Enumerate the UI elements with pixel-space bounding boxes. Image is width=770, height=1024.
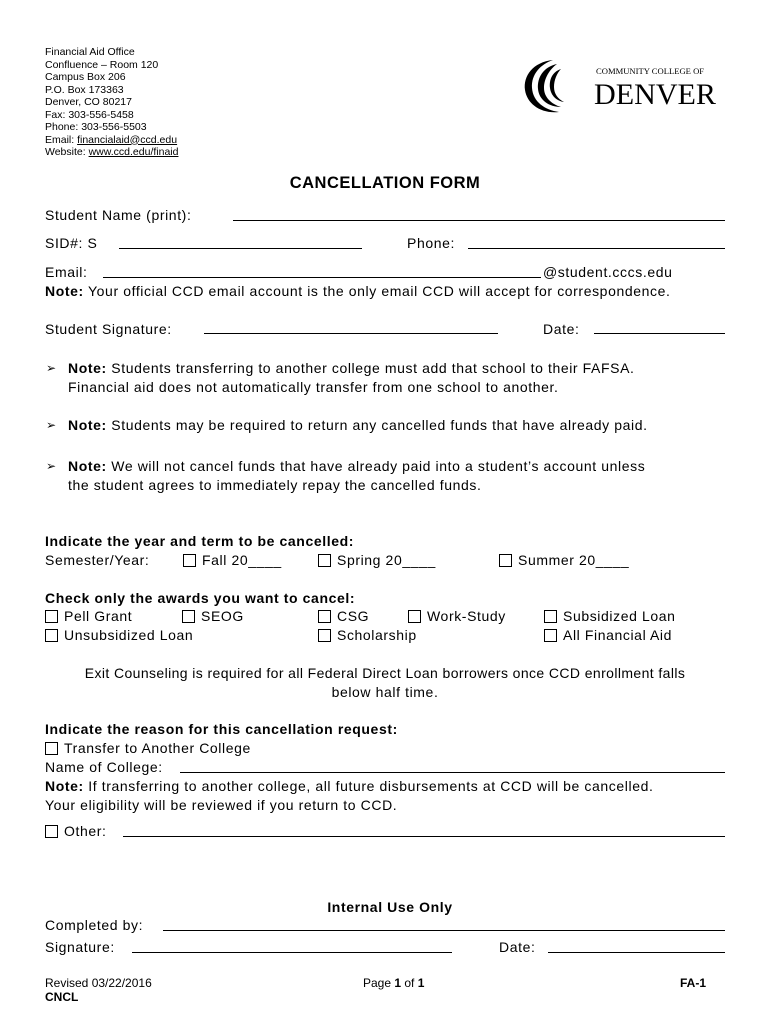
logo-main-text: DENVER	[594, 78, 716, 111]
college-name-field[interactable]	[180, 772, 725, 773]
work-study-checkbox[interactable]	[408, 610, 421, 623]
email-field[interactable]	[103, 277, 541, 278]
internal-signature-label: Signature:	[45, 939, 115, 955]
note-3-line-2: the student agrees to immediately repay the cancelled funds.	[68, 477, 482, 493]
csg-option[interactable]: CSG	[318, 608, 369, 624]
unsubsidized-checkbox[interactable]	[45, 629, 58, 642]
completed-by-label: Completed by:	[45, 917, 144, 933]
csg-checkbox[interactable]	[318, 610, 331, 623]
fall-checkbox[interactable]	[183, 554, 196, 567]
office-name: Financial Aid Office	[45, 46, 135, 58]
ccd-swoosh-icon	[525, 60, 564, 112]
subsidized-checkbox[interactable]	[544, 610, 557, 623]
office-email-link[interactable]: financialaid@ccd.edu	[77, 133, 178, 146]
office-box: Campus Box 206	[45, 71, 126, 83]
email-domain: @student.cccs.edu	[543, 264, 673, 280]
summer-checkbox[interactable]	[499, 554, 512, 567]
all-aid-checkbox[interactable]	[544, 629, 557, 642]
internal-signature-field[interactable]	[132, 952, 452, 953]
office-email-row: Email: financialaid@ccd.edu	[45, 133, 178, 146]
internal-date-field[interactable]	[548, 952, 725, 953]
office-phone: Phone: 303-556-5503	[45, 121, 147, 133]
sid-field[interactable]	[119, 248, 362, 249]
subsidized-option[interactable]: Subsidized Loan	[544, 608, 676, 624]
reason-heading: Indicate the reason for this cancellation request:	[45, 721, 398, 737]
unsubsidized-option[interactable]: Unsubsidized Loan	[45, 627, 193, 643]
office-address	[45, 46, 178, 159]
note-1-line-2: Financial aid does not automatically transfer from one school to another.	[68, 379, 559, 395]
arrow-bullet-icon: ➢	[46, 418, 57, 432]
arrow-bullet-icon: ➢	[46, 361, 57, 375]
email-note: Note: Your official CCD email account is the only email CCD will accept for correspondence.	[45, 283, 671, 299]
student-name-field[interactable]	[233, 220, 725, 221]
student-signature-field[interactable]	[204, 333, 498, 334]
office-fax: Fax: 303-556-5458	[45, 108, 134, 121]
office-website-row: Website: www.ccd.edu/finaid	[45, 146, 179, 158]
spring-option[interactable]: Spring 20____	[318, 552, 436, 568]
office-website-link[interactable]: www.ccd.edu/finaid	[88, 146, 179, 158]
note-1-line-1: Note: Students transferring to another college must add that school to their FAFSA.	[68, 360, 635, 376]
note-3-line-1: Note: We will not cancel funds that have already paid into a student’s account unless	[68, 458, 646, 474]
form-id: FA-1	[680, 976, 707, 990]
logo-top-text: COMMUNITY COLLEGE OF	[596, 66, 705, 76]
scholarship-checkbox[interactable]	[318, 629, 331, 642]
office-room: Confluence – Room 120	[45, 58, 159, 71]
completed-by-field[interactable]	[163, 930, 725, 931]
pell-checkbox[interactable]	[45, 610, 58, 623]
pell-option[interactable]: Pell Grant	[45, 608, 132, 624]
all-aid-option[interactable]: All Financial Aid	[544, 627, 672, 643]
note-2-line-1: Note: Students may be required to return any cancelled funds that have already paid.	[68, 417, 648, 433]
form-code: CNCL	[45, 990, 79, 1004]
transfer-checkbox[interactable]	[45, 742, 58, 755]
spring-checkbox[interactable]	[318, 554, 331, 567]
semester-year-label: Semester/Year:	[45, 552, 150, 568]
transfer-note-line-1: Note: If transferring to another college, all future disbursements at CCD will be cancelled.	[45, 778, 654, 794]
revised-date: Revised 03/22/2016	[45, 976, 152, 990]
summer-option[interactable]: Summer 20____	[499, 552, 629, 568]
internal-use-heading: Internal Use Only	[327, 899, 453, 915]
other-checkbox[interactable]	[45, 825, 58, 838]
other-field[interactable]	[123, 836, 725, 837]
internal-date-label: Date:	[499, 939, 536, 955]
phone-field[interactable]	[468, 248, 725, 249]
fall-option[interactable]: Fall 20____	[183, 552, 282, 568]
exit-counseling-line-1: Exit Counseling is required for all Federal Direct Loan borrowers once CCD enrollment falls	[84, 665, 686, 681]
other-option[interactable]: Other:	[45, 823, 107, 839]
seog-option[interactable]: SEOG	[182, 608, 244, 624]
page-title: CANCELLATION FORM	[289, 174, 481, 192]
awards-heading: Check only the awards you want to cancel:	[45, 590, 356, 606]
student-name-label: Student Name (print):	[45, 207, 192, 223]
term-heading: Indicate the year and term to be cancelled:	[45, 533, 354, 549]
phone-label: Phone:	[407, 235, 455, 251]
college-name-label: Name of College:	[45, 759, 163, 775]
scholarship-option[interactable]: Scholarship	[318, 627, 417, 643]
work-study-option[interactable]: Work-Study	[408, 608, 506, 624]
page-number: Page 1 of 1	[363, 976, 425, 990]
arrow-bullet-icon: ➢	[46, 459, 57, 473]
office-po: P.O. Box 173363	[45, 83, 124, 96]
date-field[interactable]	[594, 333, 725, 334]
ccd-logo	[523, 58, 723, 114]
student-signature-label: Student Signature:	[45, 321, 172, 337]
date-label: Date:	[543, 321, 580, 337]
seog-checkbox[interactable]	[182, 610, 195, 623]
office-city: Denver, CO 80217	[45, 96, 132, 108]
transfer-option[interactable]: Transfer to Another College	[45, 740, 251, 756]
exit-counseling-line-2: below half time.	[331, 684, 439, 700]
transfer-note-line-2: Your eligibility will be reviewed if you return to CCD.	[45, 797, 398, 813]
email-label: Email:	[45, 264, 88, 280]
sid-label: SID#: S	[45, 235, 98, 251]
